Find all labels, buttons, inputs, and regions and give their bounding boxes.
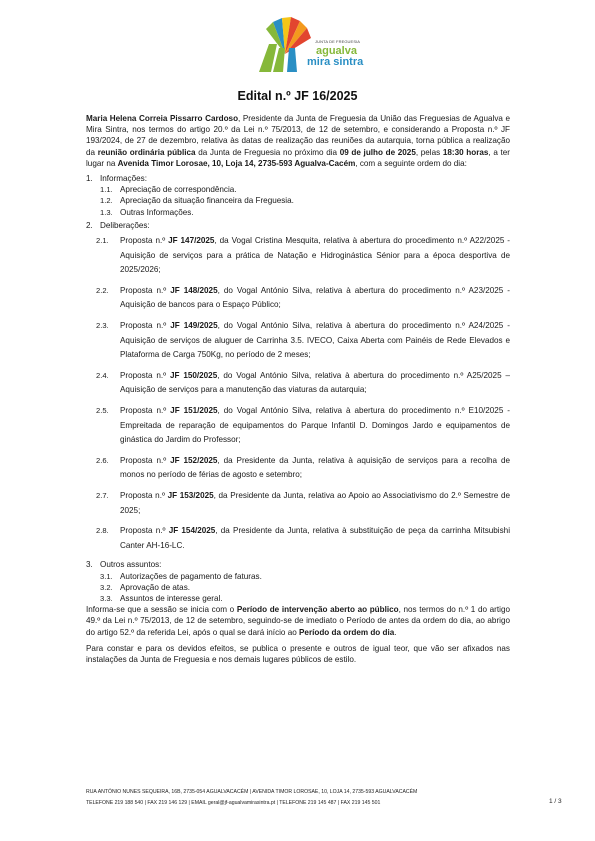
proposal-id: JF 149/2025 <box>170 321 218 330</box>
page-number: 1 / 3 <box>549 798 562 805</box>
proposal-item <box>86 489 510 518</box>
item-text: Proposta n.º <box>120 285 171 295</box>
proposal-item <box>86 524 510 553</box>
document-body <box>86 113 510 670</box>
section-list <box>86 184 510 218</box>
proposal-item <box>86 454 510 483</box>
section-number: 3. <box>86 560 93 570</box>
junta-logo <box>255 14 375 76</box>
proposal-item <box>86 284 510 313</box>
intro-text: , pelas <box>415 147 443 157</box>
closing-text: , nos termos do n.º 1 do artigo 49.º da Lei n.º 75/2013, de 12 de setembro, seguindo-se de imediato o Período de antes da ordem do dia, ao abrigo do artigo 52.º da referida Lei, após o qual se dará início ao <box>86 605 510 637</box>
publication-paragraph: Para constar e para os devidos efeitos, se publica o presente e outros de igual teor, que vão ser afixados nas instalações da Junta de Freguesia e nos demais lugares públicos de estilo. <box>86 643 510 664</box>
president-name: Maria Helena Correia Pissarro Cardoso <box>86 114 239 123</box>
section-title: Deliberações: <box>100 220 150 230</box>
proposal-id: JF 154/2025 <box>168 526 216 536</box>
list-item <box>86 195 510 206</box>
item-number: 1.1. <box>100 185 113 195</box>
section-heading <box>86 559 510 570</box>
list-item <box>86 571 510 582</box>
proposal-item <box>86 404 510 448</box>
item-text: Proposta n.º <box>120 490 168 500</box>
closing-paragraph <box>86 604 510 638</box>
footer <box>86 787 546 809</box>
intro-text: da Junta de Freguesia no próximo dia <box>195 147 340 157</box>
item-text: , da Presidente da Junta, relativa à substituição de peça da carrinha Mitsubishi Canter AH-16-LC. <box>120 526 510 550</box>
meeting-date: 09 de julho de 2025 <box>339 147 416 157</box>
proposal-item <box>86 319 510 363</box>
item-text: , da Presidente da Junta, relativa à aquisição de serviços para a recolha de monos no período de férias de agosto e setembro; <box>120 455 510 480</box>
closing-text: Informa-se que a sessão se inicia com o <box>86 605 237 615</box>
closing-text: . <box>394 627 397 637</box>
item-text: , da Presidente da Junta, relativa ao Apoio ao Associativismo do 2.º Semestre de 2025; <box>120 490 510 515</box>
item-text: , do Vogal António Silva, relativa à abertura do procedimento n.º A23/2025 - Aquisição de bancos para o Espaço Público; <box>120 285 510 310</box>
item-text: , da Vogal Cristina Mesquita, relativa à abertura do procedimento n.º A22/2025 - Aquisição de serviços para a prática de Natação e Hidroginástica Sénior para a época desportiva de 2025/2026; <box>120 236 510 275</box>
footer-contacts: TELEFONE 219 188 540 | FAX 219 146 129 | EMAIL geral@jf-agualvamirasintra.pt | TELEFONE 219 145 487 | FAX 219 145 501 <box>86 800 381 806</box>
proposal-id: JF 151/2025 <box>170 405 218 415</box>
item-number: 2.8. <box>96 526 109 536</box>
item-text: Aprovação de atas. <box>120 582 191 592</box>
logo-text-agualva: agualva <box>316 45 357 57</box>
item-text: , do Vogal António Silva, relativa à abertura do procedimento n.º E10/2025 - Empreitada de reparação de equipamentos do Parque Infantil D. Domingos Jardo e equipamentos de ginástica do Jardim do Professor; <box>120 405 510 445</box>
item-number: 3.2. <box>100 582 113 592</box>
item-text: Outras Informações. <box>120 207 194 217</box>
proposal-id: JF 147/2025 <box>168 236 215 246</box>
item-text: , do Vogal António Silva, relativa à abertura do procedimento n.º A25/2025 – Aquisição de serviços para a manutenção das viaturas da autarquia; <box>120 370 510 395</box>
page-title: Edital n.º JF 16/2025 <box>237 89 358 103</box>
item-number: 2.6. <box>96 455 109 465</box>
list-item <box>86 184 510 195</box>
item-text: Apreciação da situação financeira da Freguesia. <box>120 196 294 206</box>
footer-addresses: RUA ANTÓNIO NUNES SEQUEIRA, 16B, 2735-054 AGUALVACACÉM | AVENIDA TIMOR LOROSAE, 10, LOJA 14, 2735-593 AGUALVACACÉM <box>86 789 418 795</box>
section-heading <box>86 220 510 231</box>
section-number: 1. <box>86 174 93 184</box>
meeting-location: Avenida Timor Lorosae, 10, Loja 14, 2735-593 Agualva-Cacém <box>117 158 356 168</box>
proposal-id: JF 148/2025 <box>170 285 218 295</box>
meeting-time: 18:30 horas <box>442 147 489 157</box>
section-list <box>86 571 510 605</box>
item-number: 2.5. <box>96 405 109 415</box>
intro-paragraph <box>86 113 510 169</box>
item-text: Proposta n.º <box>120 370 170 380</box>
intro-text: , a ter lugar na <box>86 147 510 168</box>
item-number: 1.3. <box>100 207 113 217</box>
item-number: 2.3. <box>96 321 109 330</box>
item-text: , do Vogal António Silva, relativa à abertura do procedimento n.º A24/2025 - Aquisição de serviços de aluguer de Carrinha 3.5. IVECO, Caixa Aberta com Painéis de Rede Elevados e Plataforma de Carga 750Kg, no período de 2 meses; <box>120 321 510 360</box>
proposal-id: JF 150/2025 <box>169 370 218 380</box>
proposal-item <box>86 369 510 398</box>
logo-mark-icon <box>255 14 315 76</box>
item-text: Proposta n.º <box>120 455 171 465</box>
item-number: 2.2. <box>96 285 109 295</box>
item-number: 2.7. <box>96 490 109 500</box>
proposal-id: JF 152/2025 <box>170 455 218 465</box>
proposal-item <box>86 234 510 278</box>
intro-text: , com a seguinte ordem do dia: <box>355 158 467 168</box>
item-number: 2.4. <box>96 370 109 380</box>
item-text: Proposta n.º <box>120 405 171 415</box>
section-number: 2. <box>86 220 93 230</box>
section-title: Informações: <box>100 174 147 184</box>
section-title: Outros assuntos: <box>100 560 162 570</box>
section-heading <box>86 173 510 184</box>
intro-bold: reunião ordinária pública <box>97 147 196 157</box>
item-number: 2.1. <box>96 236 109 246</box>
intro-text: , Presidente da Junta de Freguesia da União das Freguesias de Agualva e Mira Sintra, nos termos do artigo 20.º da Lei n.º 75/2013, de 12 de setembro, e considerando a Proposta n.º JF 193/2024, de 27 de dezembro, relativa às datas de realização das reuniões da autarquia, torna pública a realização da <box>86 114 510 157</box>
list-item <box>86 593 510 604</box>
item-text: Proposta n.º <box>120 236 169 246</box>
logo-text-mira-sintra: mira sintra <box>307 56 364 68</box>
section-list <box>86 234 510 553</box>
item-text: Proposta n.º <box>120 526 169 536</box>
item-number: 3.3. <box>100 593 113 603</box>
item-number: 3.1. <box>100 571 113 581</box>
item-text: Apreciação de correspondência. <box>120 185 237 195</box>
list-item <box>86 207 510 218</box>
closing-bold: Período da ordem do dia <box>299 627 395 637</box>
closing-bold: Período de intervenção aberto ao público <box>236 605 399 615</box>
item-text: Assuntos de interesse geral. <box>120 593 223 603</box>
item-number: 1.2. <box>100 196 113 206</box>
list-item <box>86 582 510 593</box>
item-text: Proposta n.º <box>120 321 171 330</box>
item-text: Autorizações de pagamento de faturas. <box>120 571 262 581</box>
proposal-id: JF 153/2025 <box>167 490 214 500</box>
logo-small-text: JUNTA DE FREGUESIA <box>315 39 361 44</box>
